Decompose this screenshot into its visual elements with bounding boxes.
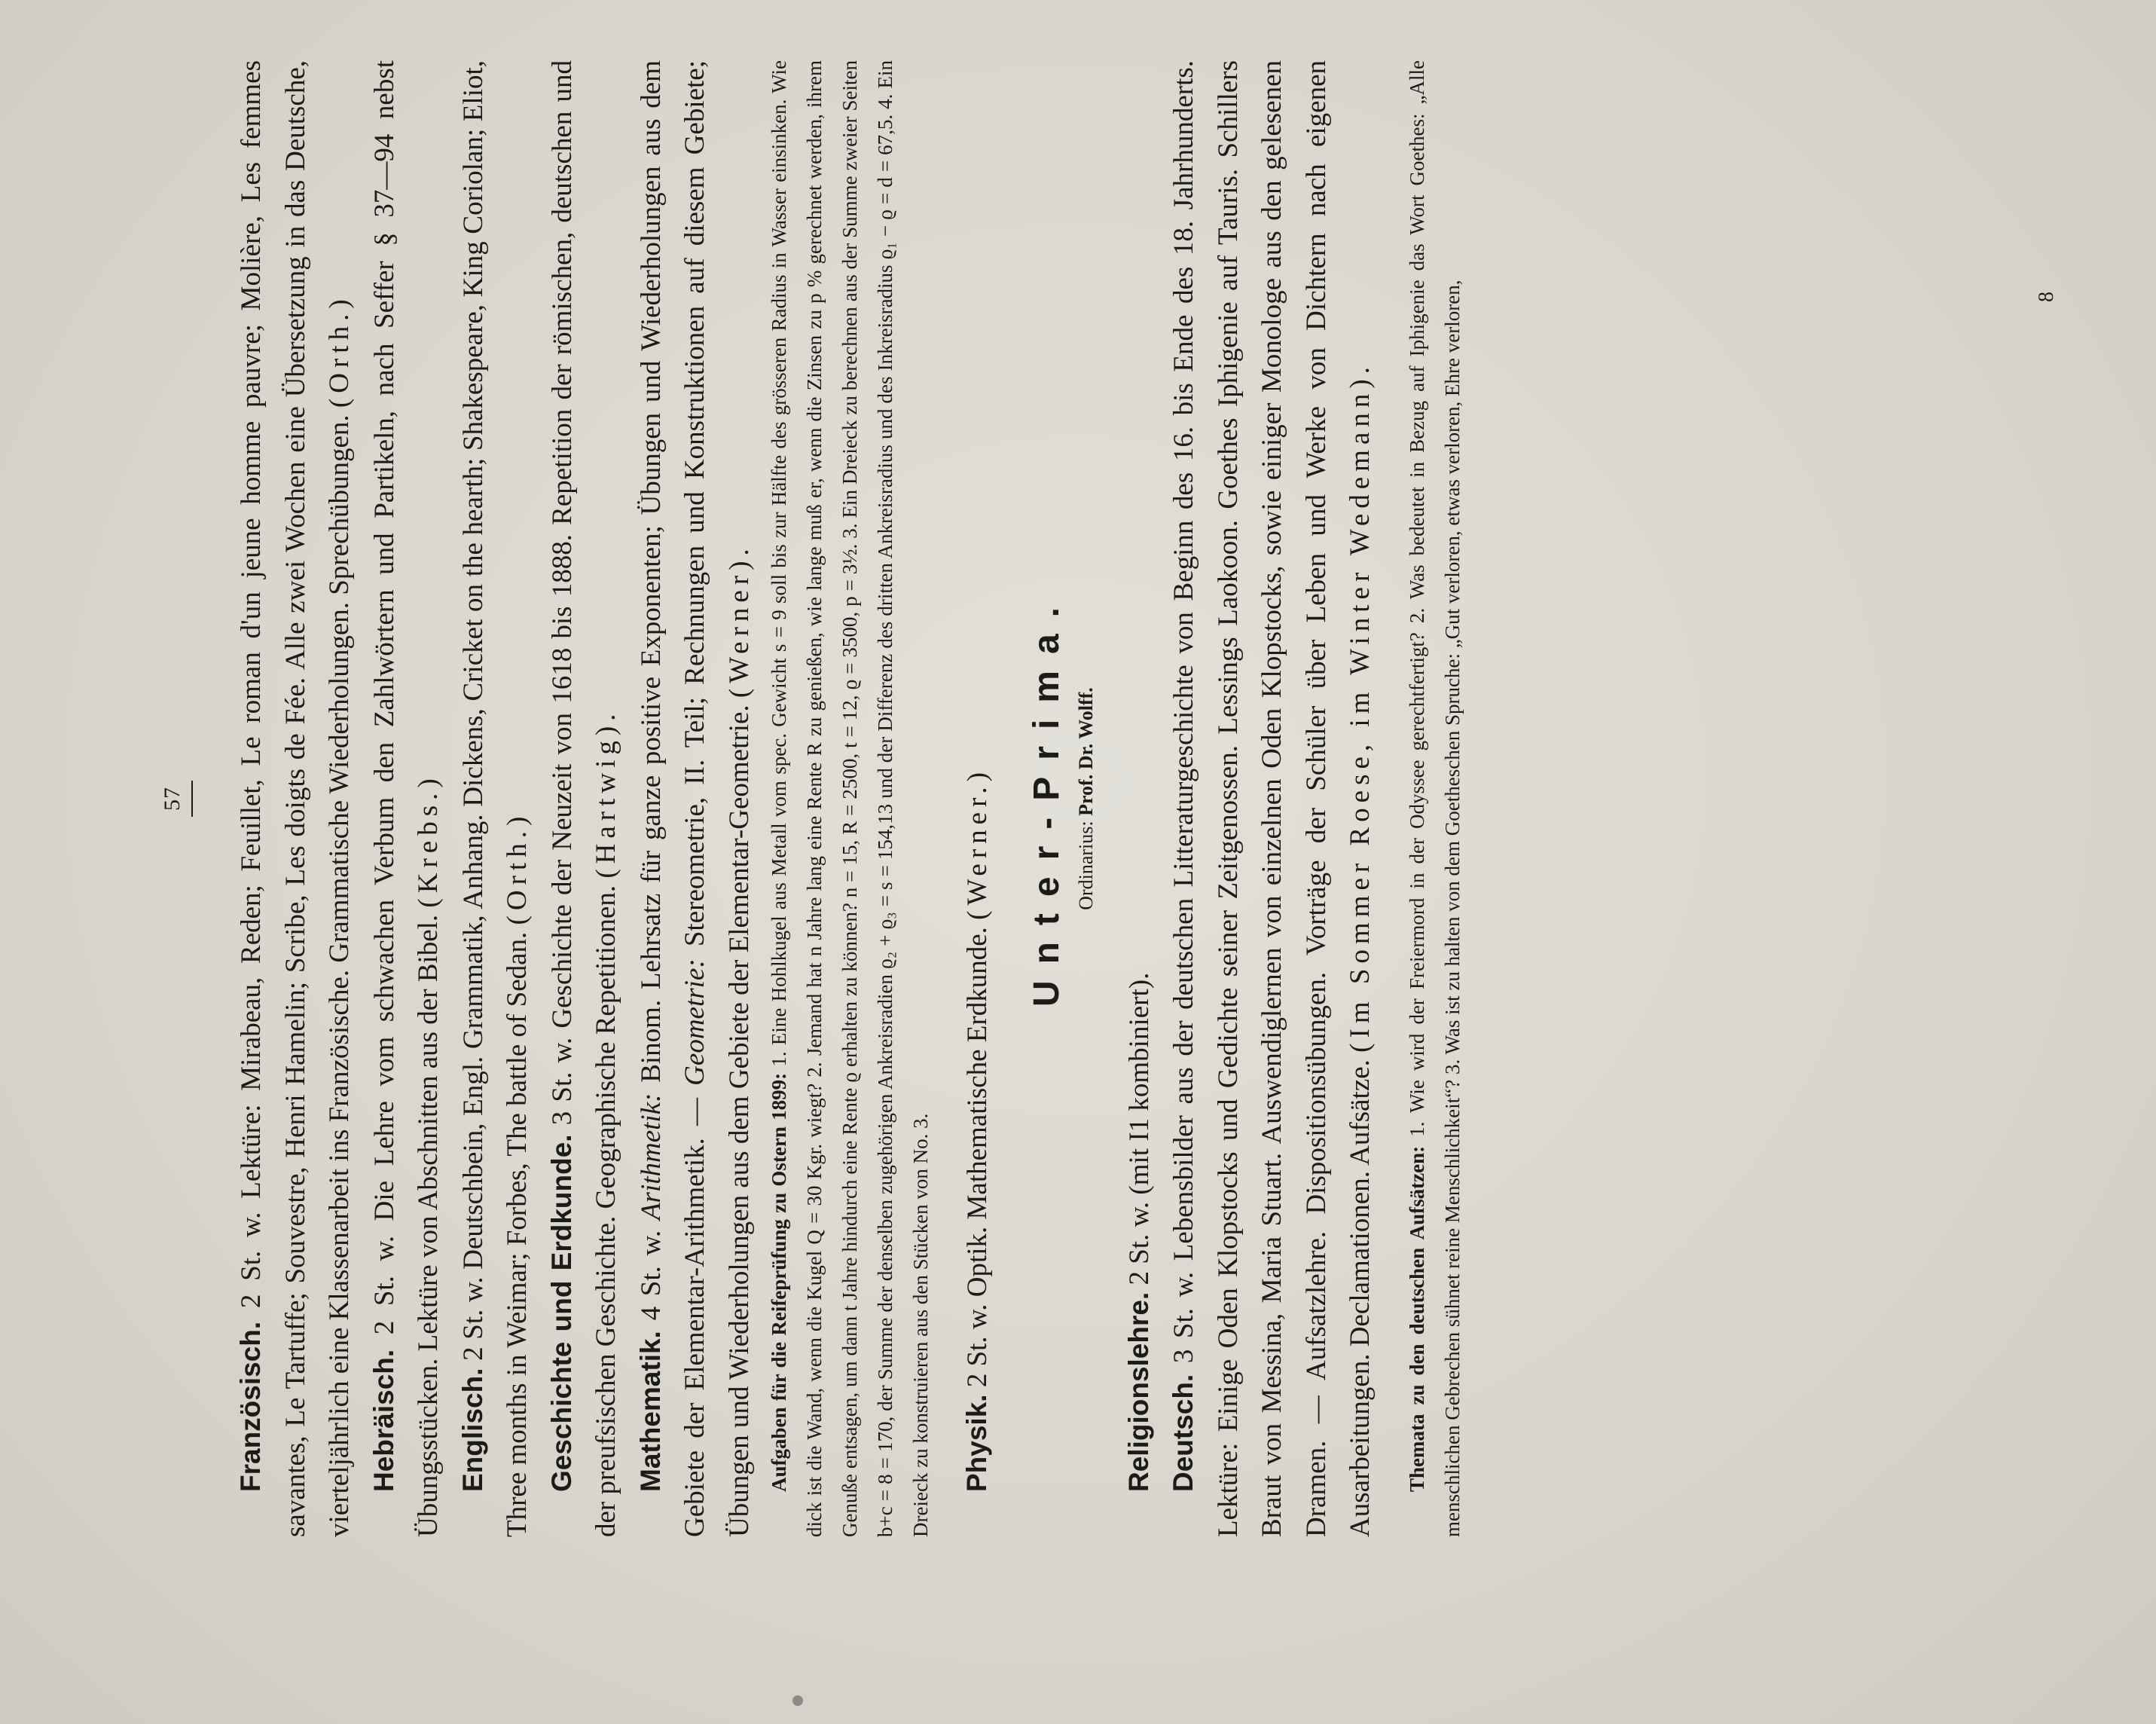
paragraph-franzoesisch [229, 60, 362, 1537]
subject-heading-mathematik: Mathematik. [634, 1331, 666, 1492]
themata-heading: Themata zu den deutschen Aufsätzen: [1405, 1145, 1428, 1492]
paragraph-mathematik [629, 60, 762, 1537]
franzoesisch-text: 2 St. w. Lektüre: Mirabeau, Reden; Feuillet, Le roman d'un jeune homme pauvre; Molière, Les femmes savantes, Le Tartuffe; Souvestre, Henri Hamelin; Scribe, Les doigts de Fée. Alle zwei Wochen eine Übersetzung in das Deutsche, vierteljährlich eine Klassenarbeit ins Französische. Grammatische Wiederholungen. Sprechübungen. [236, 60, 355, 1537]
arithmetik-label: Arithmetik: [635, 1093, 667, 1221]
paragraph-physik [955, 60, 1000, 1537]
reifepruefung-heading: Aufgaben für die Reifeprüfung zu Ostern 1899: [768, 1072, 790, 1492]
physik-teacher: (Werner.) [962, 767, 993, 920]
paragraph-geschichte [540, 60, 629, 1537]
deutsch-text: 3 St. w. Lebensbilder aus der deutschen Litteraturgeschichte von Beginn des 16. bis Ende des 18. Jahrhunderts. Lektüre: Einige Oden Klopstocks und Gedichte seiner Zeitgenossen. Lessings Laokoon. Goethes Iphigenie auf Tauris. Schillers Braut von Messina, Maria Stuart. Auswendiglernen von einzelnen Oden Klopstocks, sowie einiger Monologe aus den gelesenen Dramen. — Aufsatzlehre. Dispositionsübungen. Vorträge der Schüler über Leben und Werke von Dichtern nach eigenen Ausarbeitungen. Declamationen. Aufsätze. [1168, 60, 1376, 1537]
mathematik-hours: 4 St. w. [635, 1230, 667, 1321]
englisch-text: 2 St. w. Deutschbein, Engl. Grammatik, Anhang. Dickens, Cricket on the hearth; Shakespeare, King Coriolan; Eliot, Three months in Weimar; Forbes, The battle of Sedan. [457, 60, 533, 1537]
paragraph-religionslehre [1117, 60, 1162, 1537]
subject-heading-englisch: Englisch. [457, 1368, 488, 1492]
rotated-page-content [160, 60, 2073, 1537]
ordinarius-line [1075, 60, 1098, 1537]
geschichte-text: 3 St. w. Geschichte der Neuzeit von 1618 bis 1888. Repetition der römischen, deutschen und der preufsischen Geschichte. Geographische Repetitionen. [546, 60, 621, 1537]
paragraph-reifepruefung [762, 60, 939, 1537]
subject-heading-deutsch: Deutsch. [1168, 1374, 1199, 1492]
hebraeisch-teacher: (Krebs.) [413, 773, 444, 908]
paragraph-hebraeisch [362, 60, 451, 1537]
deutsch-teacher: (Im Sommer Roese, im Winter Wedemann). [1345, 362, 1376, 1053]
franzoesisch-teacher: (Orth.) [324, 294, 355, 408]
physik-text: 2 St. w. Optik. Mathematische Erdkunde. [962, 927, 993, 1388]
paragraph-englisch [451, 60, 540, 1537]
paragraph-deutsch [1162, 60, 1383, 1537]
section-title: Unter-Prima. [1026, 590, 1067, 1007]
englisch-teacher: (Orth.) [502, 811, 533, 925]
mathematik-teacher: (Werner). [723, 543, 755, 698]
ordinarius-name: Prof. Dr. Wolff. [1074, 687, 1097, 816]
subject-heading-franzoesisch: Französisch. [235, 1321, 266, 1492]
paragraph-themata [1400, 60, 1470, 1537]
spacer [1383, 60, 1400, 1537]
subject-heading-hebraeisch: Hebräisch. [368, 1349, 399, 1492]
page-number: 57 [160, 787, 185, 811]
themata-text: 1. Wie wird der Freiermord in der Odyssee gerechtfertigt? 2. Was bedeutet in Bezug auf Iphigenie das Wort Goethes: „Alle menschlichen Gebrechen sühnet reine Menschlichkeit“? 3. Was ist zu halten von dem Goetheschen Spruche: „Gut verloren, etwas verloren, Ehre verloren, [1405, 60, 1464, 1537]
hebraeisch-text: 2 St. w. Die Lehre vom schwachen Verbum den Zahlwörtern und Partikeln, nach Seffer § 37—94 nebst Übungsstücken. Lektüre von Abschnitten aus der Bibel. [368, 60, 444, 1537]
subject-heading-geschichte: Geschichte und Erdkunde. [545, 1134, 577, 1492]
spacer [939, 60, 955, 1537]
arithmetik-text: Binom. Lehrsatz für ganze positive Exponenten; Übungen und Wiederholungen aus dem Gebiete der Elementar-Arithmetik. — [635, 60, 710, 1537]
page-number-rule [191, 781, 193, 817]
signature-mark: 8 [2035, 292, 2058, 302]
religionslehre-text: 2 St. w. (mit I1 kombiniert). [1123, 972, 1155, 1285]
geschichte-teacher: (Hartwig). [591, 708, 621, 879]
geometrie-label: Geometrie: [679, 958, 710, 1086]
ink-blot [792, 1695, 803, 1706]
ordinarius-label: Ordinarius: [1074, 821, 1097, 910]
reifepruefung-text: 1. Eine Hohlkugel aus Metall vom spec. Gewicht s = 9 soll bis zur Hälfte des grösseren Radius in Wasser einsinken. Wie dick ist die Wand, wenn die Kugel Q = 30 Kgr. wiegt? 2. Jemand hat n Jahre lang eine Rente R zu genießen, wie lange muß er, wenn die Zinsen zu p % gerechnet werden, ihrem Genuße entsagen, um dann t Jahre hindurch eine Rente ϱ erhalten zu können? n = 15, R = 2500, t = 12, ϱ = 3500, p = 3½. 3. Ein Dreieck zu berechnen aus der Summe zweier Seiten b+c = 8 = 170, der Summe der denselben zugehörigen Ankreisradien ϱ₂ + ϱ₃ = s = 154,13 und der Differenz des dritten Ankreisradius und des Inkreisradius ϱ₁ − ϱ = d = 67,5. 4. Ein Dreieck zu konstruieren aus den Stücken von No. 3. [768, 60, 932, 1537]
subject-heading-religionslehre: Religionslehre. [1122, 1291, 1154, 1492]
geometrie-text: Stereometrie, II. Teil; Rechnungen und Konstruktionen auf diesem Gebiete; Übungen und Wiederholungen aus dem Gebiete der Elementar-Geometrie. [679, 60, 755, 1537]
subject-heading-physik: Physik. [961, 1394, 992, 1492]
